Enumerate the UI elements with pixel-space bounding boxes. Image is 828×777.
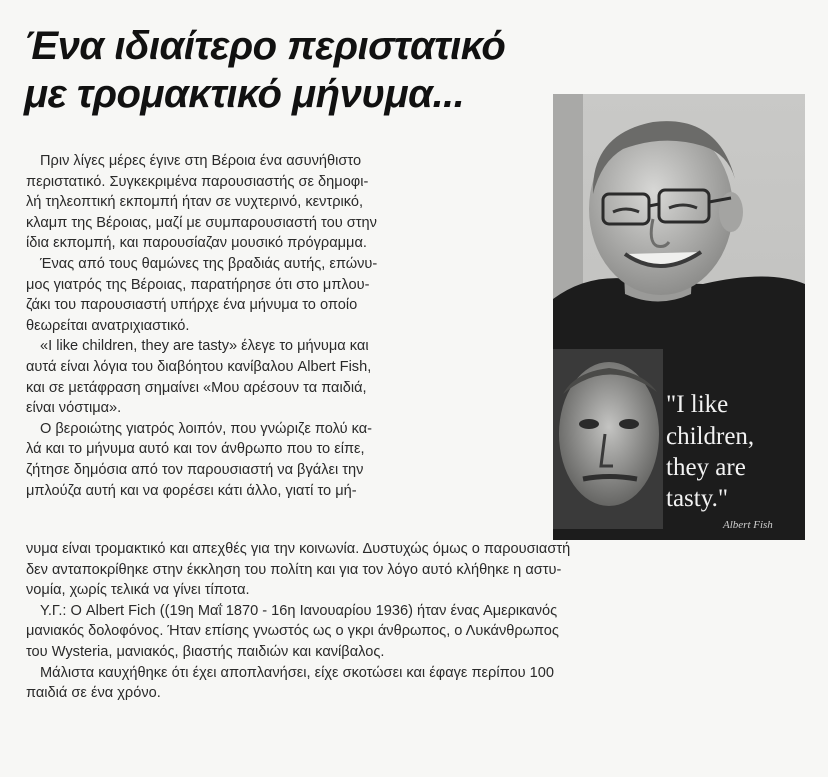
text-line: Υ.Γ.: Ο Albert Fich ((19η Μαΐ 1870 - 16η Ιανουαρίου 1936) ήταν ένας Αμερικανός xyxy=(40,602,558,619)
article-headline xyxy=(24,22,564,118)
shirt-text-2: children, xyxy=(666,423,755,450)
text-line: κλαμπ της Βέροιας, μαζί με συμπαρουσιαστή του στην xyxy=(26,214,377,231)
text-line: ζήτησε δημόσια από τον παρουσιαστή να βγάλει την xyxy=(26,461,364,478)
text-line: Μάλιστα καυχήθηκε ότι έχει αποπλανήσει, είχε σκοτώσει και έφαγε περίπου 100 xyxy=(40,664,554,681)
text-line: θεωρείται ανατριχιαστικό. xyxy=(26,317,190,334)
shirt-text-3: they are xyxy=(666,454,746,481)
paragraph-3 xyxy=(26,336,540,418)
text-line: ίδια εκπομπή, και παρουσίαζαν μουσικό πρόγραμμα. xyxy=(26,235,367,252)
text-line: περιστατικό. Συγκεκριμένα παρουσιαστής σε δημοφι- xyxy=(26,173,369,190)
text-line: Πριν λίγες μέρες έγινε στη Βέροια ένα ασυνήθιστο xyxy=(40,153,362,169)
paragraph-2 xyxy=(26,254,540,336)
text-line: λά και το μήνυμα αυτό και τον άνθρωπο που το είπε, xyxy=(26,441,365,458)
text-line: και σε μετάφραση σημαίνει «Μου αρέσουν τα παιδιά, xyxy=(26,379,367,396)
text-line: μανιακός δολοφόνος. Ήταν επίσης γνωστός ως ο γκρι άνθρωπος, ο Λυκάνθρωπος xyxy=(26,623,559,640)
text-line: ζάκι του παρουσιαστή υπήρχε ένα μήνυμα το οποίο xyxy=(26,297,358,314)
text-line: νομία, χωρίς τελικά να γίνει τίποτα. xyxy=(26,582,250,599)
closing-paragraph xyxy=(26,663,808,704)
paragraph-1 xyxy=(26,151,540,254)
shirt-signature: Albert Fish xyxy=(723,519,773,531)
text-line: «I like children, they are tasty» έλεγε το μήνυμα και xyxy=(40,338,369,355)
text-line: μος γιατρός της Βέροιας, παρατήρησε ότι στο μπλου- xyxy=(26,276,370,293)
paragraph-4-continued xyxy=(26,539,808,601)
shirt-text-4: tasty." xyxy=(666,485,729,512)
postscript-paragraph xyxy=(26,601,808,663)
text-line: του Wysteria, μανιακός, βιαστής παιδιών και κανίβαλος. xyxy=(26,643,385,660)
article-photo xyxy=(553,94,805,540)
text-line: αυτά είναι λόγια του διαβόητου κανίβαλου Albert Fish, xyxy=(26,358,372,375)
article-column-text xyxy=(26,151,540,501)
headline-line-1: Ένα ιδιαίτερο περιστατικό xyxy=(24,24,506,68)
text-line: μπλούζα αυτή και να φορέσει κάτι άλλο, γιατί το μή- xyxy=(26,482,357,499)
text-line: δεν ανταποκρίθηκε στην έκκληση του πολίτη και για τον λόγο αυτό κλήθηκε η αστυ- xyxy=(26,561,562,578)
text-line: είναι νόστιμα». xyxy=(26,400,122,417)
text-line: Ο βεροιώτης γιατρός λοιπόν, που γνώριζε πολύ κα- xyxy=(40,420,373,437)
shirt-text-1: "I like xyxy=(666,391,729,418)
text-line: παιδιά σε ένα χρόνο. xyxy=(26,685,161,702)
text-line: νυμα είναι τρομακτικό και απεχθές για την κοινωνία. Δυστυχώς όμως ο παρουσιαστή xyxy=(26,541,571,557)
article-wide-text xyxy=(26,539,808,704)
paragraph-4 xyxy=(26,419,540,501)
text-line: λή τηλεοπτική εκπομπή ήταν σε νυχτερινό, κεντρικό, xyxy=(26,194,364,211)
headline-line-2: με τρομακτικό μήνυμα... xyxy=(24,72,465,116)
text-line: Ένας από τους θαμώνες της βραδιάς αυτής, επώνυ- xyxy=(40,255,378,272)
